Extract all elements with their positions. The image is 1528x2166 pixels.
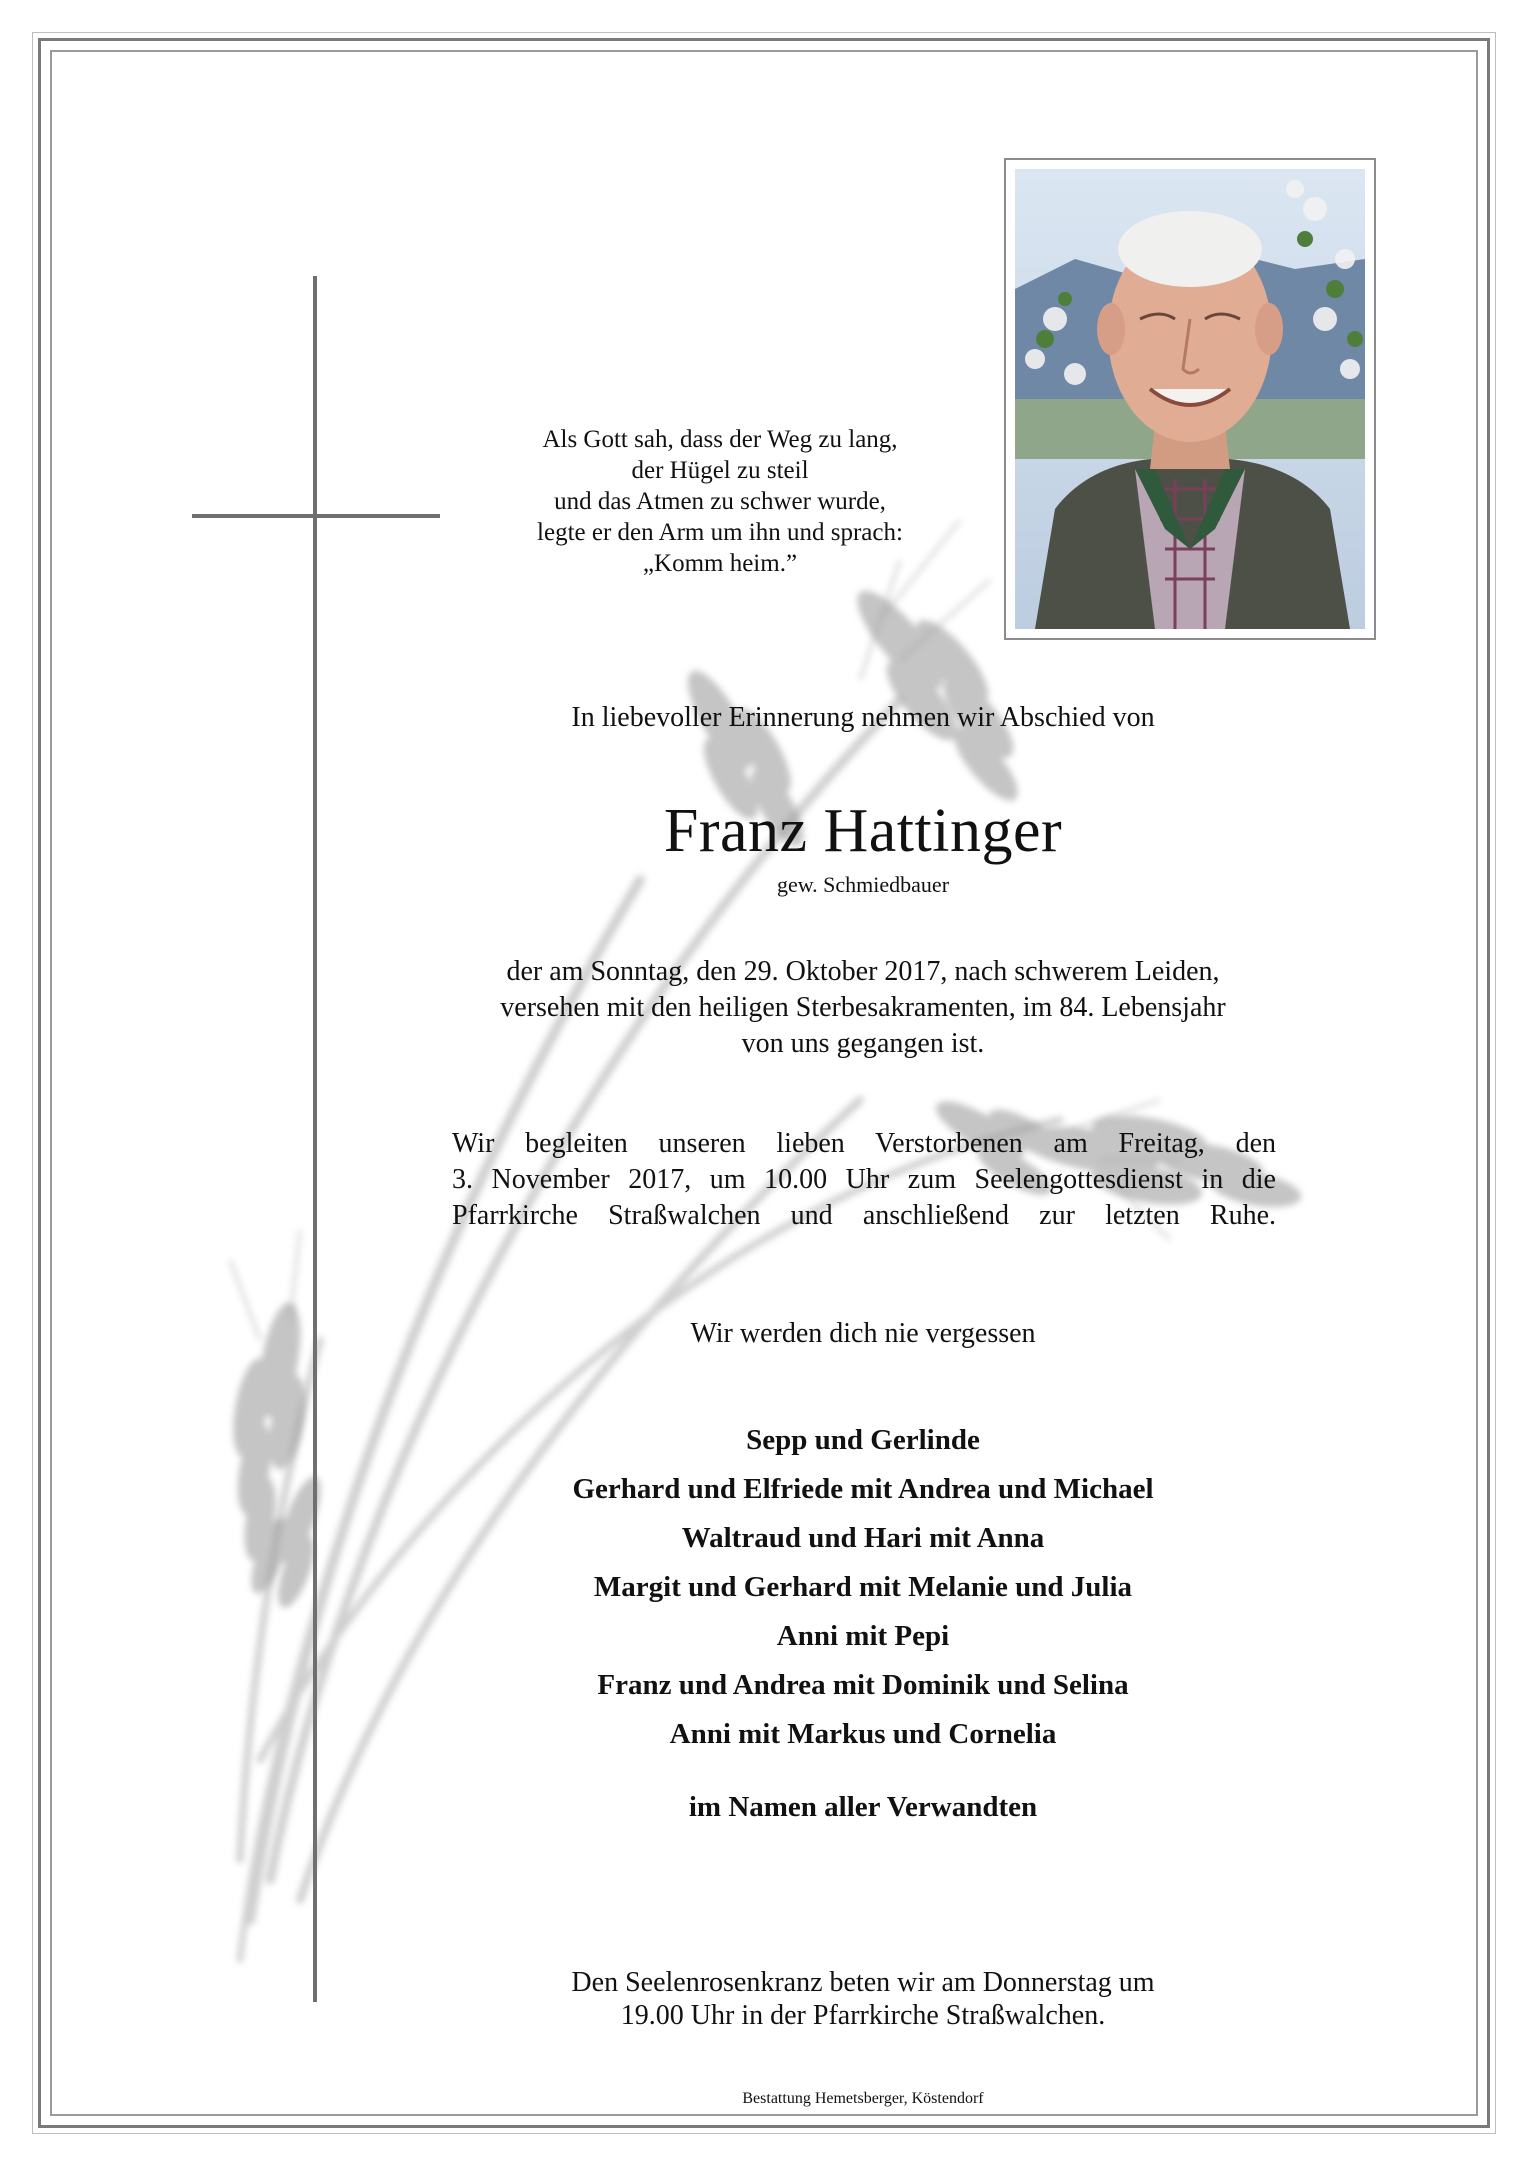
- memorial-poem: [480, 424, 960, 579]
- rosary-notice-line: Den Seelenrosenkranz beten wir am Donnerstag um: [571, 1967, 1155, 1998]
- rosary-notice: [448, 1966, 1278, 2032]
- deceased-occupation: gew. Schmiedbauer: [776, 872, 950, 897]
- poem-line: der Hügel zu steil: [631, 457, 809, 484]
- mourner-entry: Anni mit Pepi: [776, 1620, 950, 1652]
- undertaker-credit: Bestattung Hemetsberger, Köstendorf: [742, 2090, 984, 2107]
- cross-vertical-bar: [313, 276, 317, 2002]
- mourner-entry: Gerhard und Elfriede mit Andrea und Michael: [572, 1473, 1154, 1505]
- mourner-entry: Anni mit Markus und Cornelia: [669, 1718, 1057, 1750]
- funeral-notice: [452, 1126, 1276, 1234]
- poem-line: Als Gott sah, dass der Weg zu lang,: [542, 426, 898, 453]
- portrait-frame: [1004, 158, 1376, 640]
- portrait-photo: [1015, 169, 1365, 629]
- deceased-name: Franz Hattinger: [663, 797, 1063, 865]
- poem-line: und das Atmen zu schwer wurde,: [554, 488, 886, 515]
- death-notice-line: von uns gegangen ist.: [741, 1028, 985, 1059]
- poem-line: legte er den Arm um ihn und sprach:: [537, 519, 903, 546]
- mourner-entry: Sepp und Gerlinde: [746, 1424, 980, 1456]
- mourner-entry: Margit und Gerhard mit Melanie und Julia: [593, 1571, 1133, 1603]
- rosary-notice-line: 19.00 Uhr in der Pfarrkirche Straßwalchen.: [620, 2000, 1106, 2031]
- intro-text: In liebevoller Erinnerung nehmen wir Abschied von: [571, 702, 1155, 733]
- funeral-notice-line: Wir begleiten unseren lieben Verstorbenen am Freitag, den: [452, 1128, 1276, 1159]
- death-notice-line: der am Sonntag, den 29. Oktober 2017, nach schwerem Leiden,: [506, 956, 1220, 987]
- farewell-text: Wir werden dich nie vergessen: [690, 1318, 1036, 1349]
- cross-horizontal-bar: [192, 514, 440, 518]
- poem-line: „Komm heim.”: [642, 550, 798, 577]
- death-notice-line: versehen mit den heiligen Sterbesakramenten, im 84. Lebensjahr: [500, 992, 1226, 1023]
- mourner-entry: Waltraud und Hari mit Anna: [681, 1522, 1045, 1554]
- mourner-entry: Franz und Andrea mit Dominik und Selina: [597, 1669, 1129, 1701]
- funeral-notice-line: 3. November 2017, um 10.00 Uhr zum Seelengottesdienst in die: [452, 1164, 1276, 1195]
- funeral-notice-line: Pfarrkirche Straßwalchen und anschließend zur letzten Ruhe.: [452, 1200, 1276, 1231]
- signoff-text: im Namen aller Verwandten: [688, 1791, 1038, 1823]
- mourners-list: [448, 1416, 1278, 1832]
- death-notice: [448, 954, 1278, 1062]
